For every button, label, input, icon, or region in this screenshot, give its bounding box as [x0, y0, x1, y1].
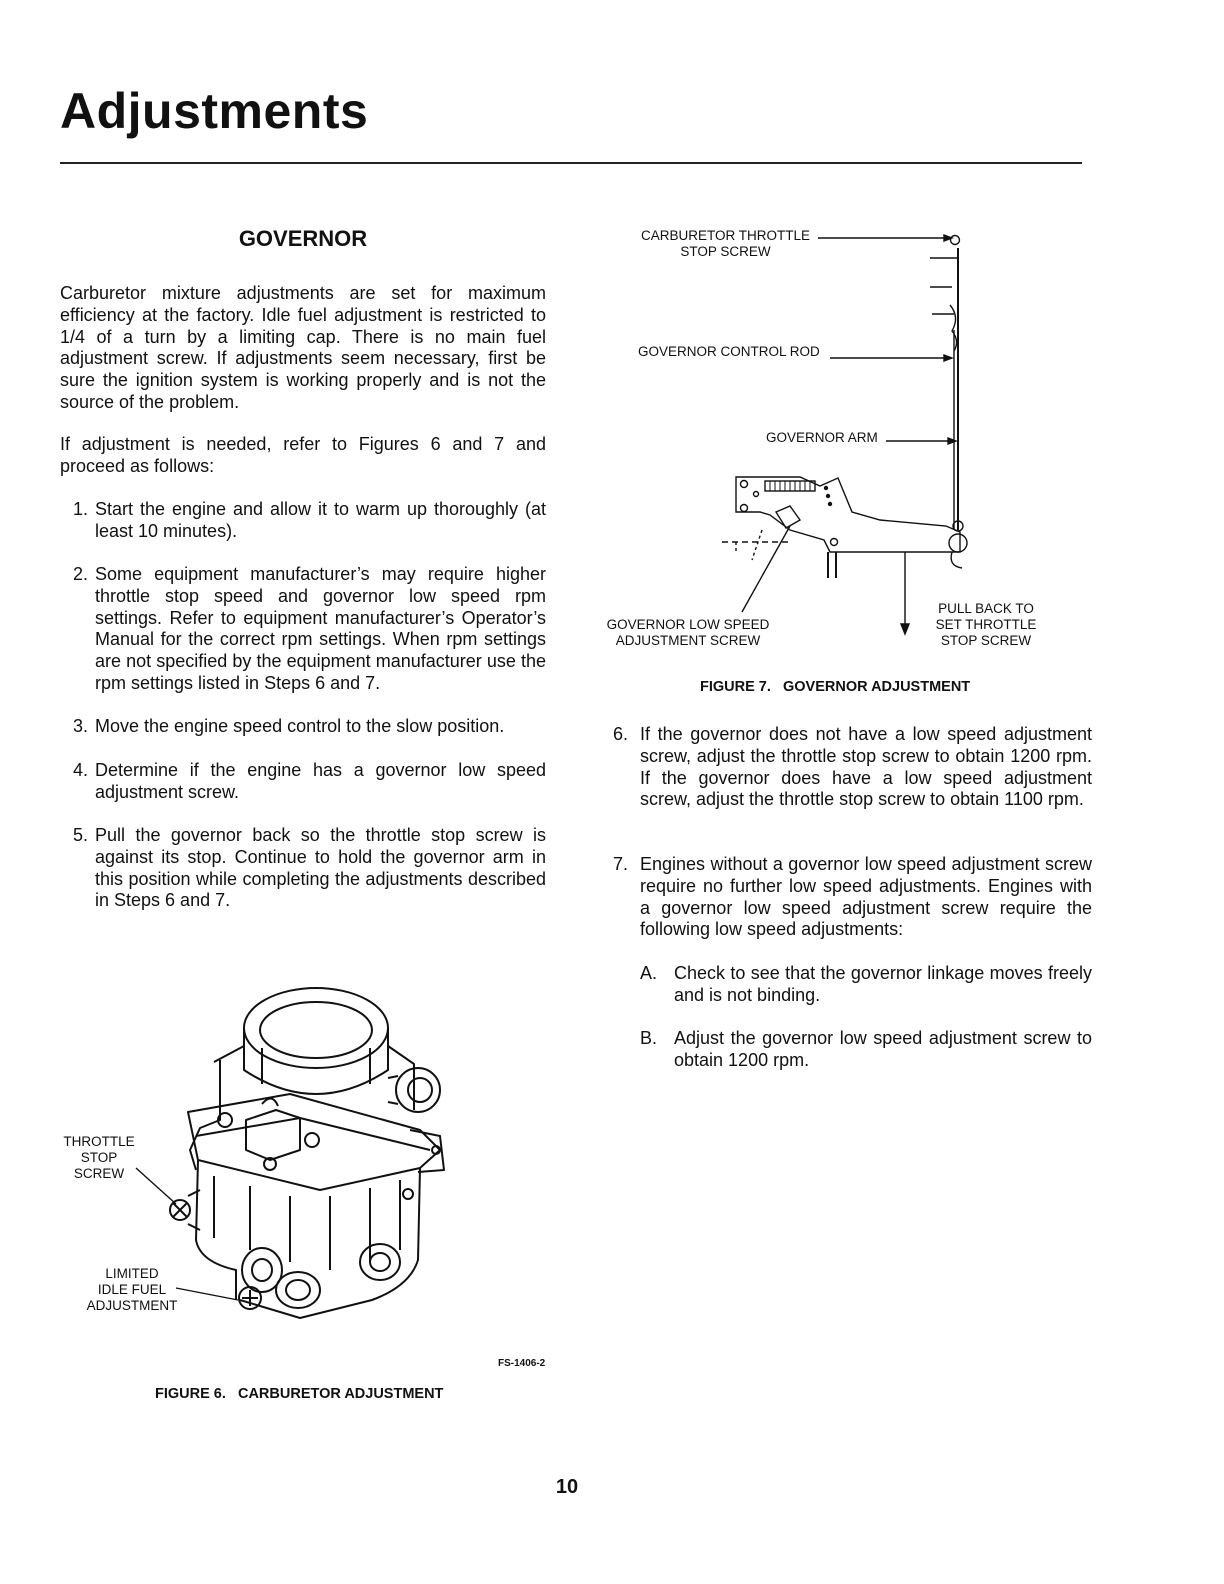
- section-heading: GOVERNOR: [238, 226, 368, 251]
- step-text: Move the engine speed control to the slow position.: [95, 716, 505, 736]
- step-number: 3.: [72, 716, 88, 736]
- figure-code: FS-1406-2: [498, 1358, 546, 1369]
- label-governor-low-speed-screw: GOVERNOR LOW SPEED ADJUSTMENT SCREW: [606, 617, 770, 648]
- step-text: Pull the governor back so the throttle stop screw is against its stop. Continue to hold the governor arm in this position while completing the adjustments described in Steps 6 and 7.: [95, 825, 546, 911]
- step-number: 2.: [72, 564, 88, 584]
- step-number: 7.: [612, 854, 628, 874]
- step-number: 1.: [72, 499, 88, 519]
- label-limited-idle-fuel: LIMITED IDLE FUEL ADJUSTMENT: [86, 1266, 178, 1313]
- leader-idle-fuel: [176, 1288, 238, 1300]
- label-governor-control-rod: GOVERNOR CONTROL ROD: [638, 344, 820, 359]
- sub-step-letter: A.: [640, 963, 658, 983]
- air-horn-ring: [244, 988, 388, 1068]
- idle-fuel-limiter-cap: [242, 1248, 282, 1292]
- sub-step-text: Adjust the governor low speed adjustment screw to obtain 1200 rpm.: [674, 1028, 1092, 1070]
- figure-6-caption: FIGURE 6. CARBURETOR ADJUSTMENT: [155, 1386, 444, 1402]
- leader-throttle-stop-screw: [136, 1168, 176, 1204]
- fuel-inlet-fitting: [396, 1068, 440, 1112]
- step-text: Determine if the engine has a governor low speed adjustment screw.: [95, 760, 546, 802]
- carburetor-flange: [188, 1094, 440, 1190]
- flange-screw: [305, 1133, 319, 1147]
- label-throttle-stop-screw: THROTTLE STOP SCREW: [63, 1134, 135, 1181]
- intro-paragraph: Carburetor mixture adjustments are set for maximum efficiency at the factory. Idle fuel adjustment is restricted to 1/4 of a turn by a limiting cap. There is no main fuel adjustment screw. If adjustments seem necessary, first be sure the ignition system is working properly and is not the source of the problem.: [60, 283, 546, 412]
- page-number: 10: [555, 1476, 579, 1498]
- step-number: 4.: [72, 760, 88, 780]
- step-text: Some equipment manufacturer’s may require higher throttle stop speed and governor low speed rpm settings. Refer to equipment manufacturer’s Operator’s Manual for the correct rpm settings. When rpm settings are not specified by the equipment manufacturer use the rpm settings listed in Steps 6 and 7.: [95, 564, 546, 693]
- step-number: 6.: [612, 724, 628, 744]
- sub-step-text: Check to see that the governor linkage moves freely and is not binding.: [674, 963, 1092, 1005]
- label-governor-arm: GOVERNOR ARM: [766, 430, 878, 445]
- page-title: Adjustments: [60, 83, 369, 139]
- figure-7-caption: FIGURE 7. GOVERNOR ADJUSTMENT: [700, 679, 971, 695]
- label-pull-back: PULL BACK TO SET THROTTLE STOP SCREW: [935, 601, 1037, 648]
- step-text: Start the engine and allow it to warm up thoroughly (at least 10 minutes).: [95, 499, 546, 541]
- step-text: If the governor does not have a low speed adjustment screw, adjust the throttle stop screw to obtain 1200 rpm. If the governor does have a low speed adjustment screw, adjust the throttle stop screw to obtain 1100 rpm.: [640, 724, 1092, 810]
- reference-paragraph: If adjustment is needed, refer to Figures 6 and 7 and proceed as follows:: [60, 434, 546, 476]
- label-throttle-stop-screw: CARBURETOR THROTTLE STOP SCREW: [640, 228, 811, 259]
- sub-step-letter: B.: [640, 1028, 658, 1048]
- step-number: 5.: [72, 825, 88, 845]
- step-text: Engines without a governor low speed adjustment screw require no further low speed adjustments. Engines with a governor low speed adjustment screw require the following low speed adjustments:: [640, 854, 1092, 940]
